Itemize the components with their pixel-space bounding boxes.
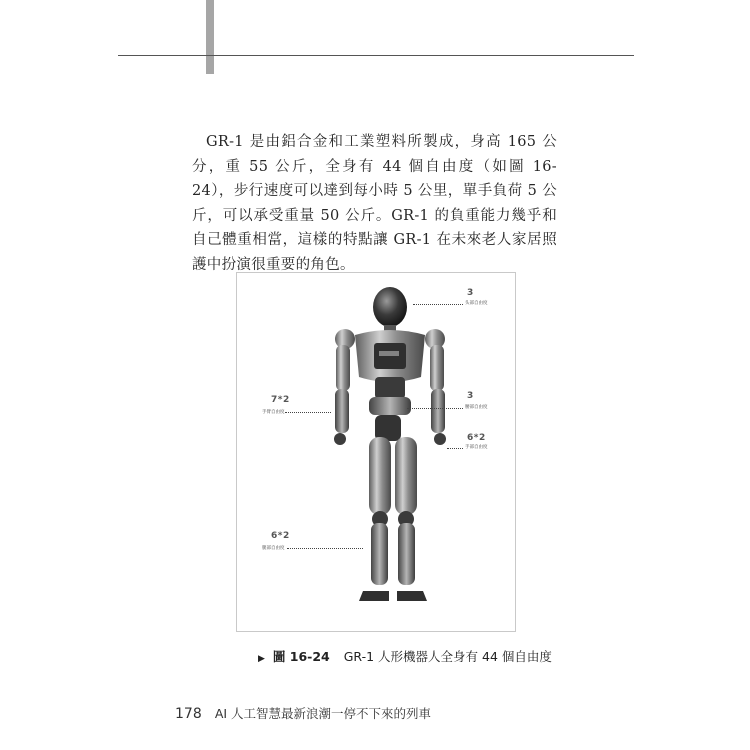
caption-text: GR-1 人形機器人全身有 44 個自由度	[343, 649, 552, 664]
annotation-head-label: 头部自由度	[465, 301, 488, 306]
leader-line-waist	[407, 408, 463, 409]
annotation-leg: 6*2	[271, 531, 290, 541]
figure-number: 圖 16-24	[272, 649, 330, 664]
leader-line-hand	[447, 448, 463, 449]
running-title: AI 人工智慧最新浪潮一停不下來的列車	[214, 706, 432, 721]
annotation-head: 3	[467, 288, 474, 298]
annotation-hand-label: 手部自由度	[465, 445, 488, 450]
page-footer	[175, 703, 431, 722]
body-paragraph: GR-1 是由鋁合金和工業塑料所製成，身高 165 公分，重 55 公斤，全身有 44 個自由度（如圖 16-24），步行速度可以達到每小時 5 公里，單手負荷 5 公斤，可以承受重量 50 公斤。GR-1 的負重能力幾乎和自己體重相當，這樣的特點讓 GR-1 在未來老人家居照護中扮演很重要的角色。	[192, 134, 557, 273]
leader-line-leg	[287, 548, 363, 549]
page-number: 178	[175, 706, 202, 722]
annotation-hand: 6*2	[467, 433, 486, 443]
leader-line-arm	[285, 412, 331, 413]
annotation-waist-label: 腰部自由度	[465, 405, 488, 410]
annotation-waist: 3	[467, 391, 474, 401]
header-rule	[118, 55, 634, 56]
caption-marker-icon: ▶	[258, 654, 265, 664]
figure-caption	[258, 647, 552, 665]
chapter-marker-bar	[206, 0, 214, 74]
annotation-arm-label: 手臂自由度	[262, 410, 285, 415]
annotation-leg-label: 腿部自由度	[262, 546, 285, 551]
leader-line-head	[413, 304, 463, 305]
annotation-arm: 7*2	[271, 395, 290, 405]
figure-robot	[236, 272, 516, 632]
robot-illustration	[237, 273, 515, 631]
